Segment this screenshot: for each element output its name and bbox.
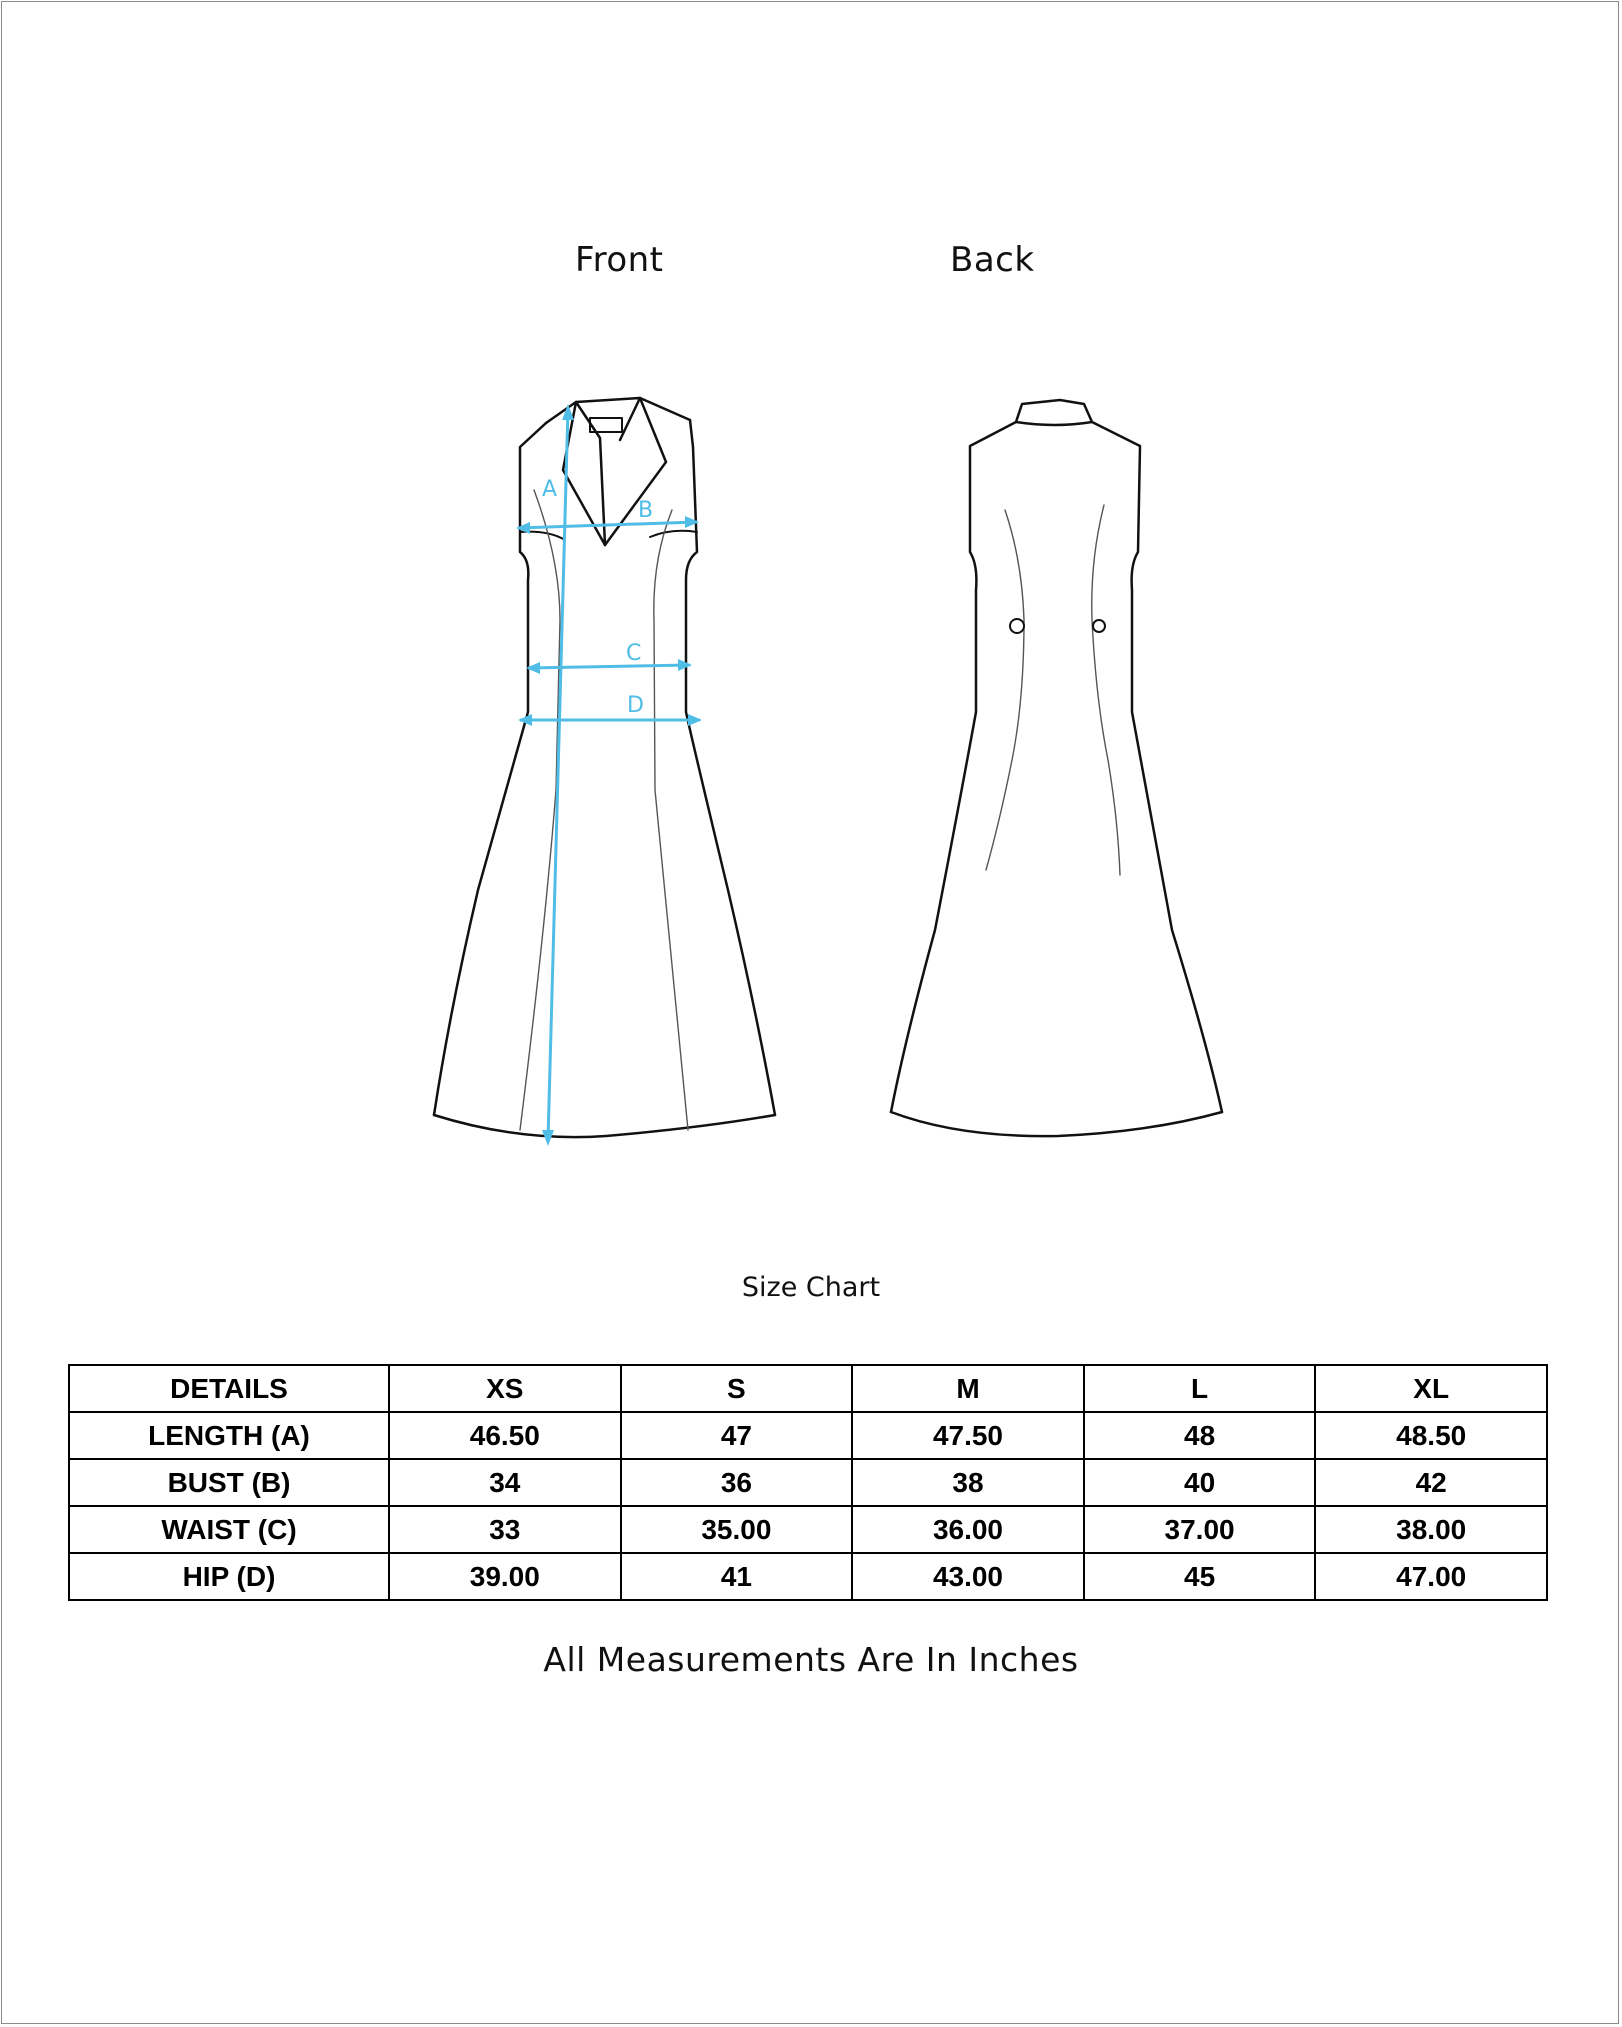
table-cell: 34 xyxy=(389,1459,621,1506)
table-header-cell: L xyxy=(1084,1365,1316,1412)
front-dress-sketch xyxy=(434,398,775,1137)
table-row xyxy=(69,1412,1547,1459)
table-cell: 37.00 xyxy=(1084,1506,1316,1553)
table-cell: 38.00 xyxy=(1315,1506,1547,1553)
table-cell: 33 xyxy=(389,1506,621,1553)
table-cell: HIP (D) xyxy=(69,1553,389,1600)
table-cell: 36 xyxy=(621,1459,853,1506)
table-cell: 47 xyxy=(621,1412,853,1459)
table-row xyxy=(69,1506,1547,1553)
measurement-unit-note: All Measurements Are In Inches xyxy=(543,1640,1079,1679)
table-cell: 35.00 xyxy=(621,1506,853,1553)
measurement-lines xyxy=(516,404,702,1146)
table-cell: 47.00 xyxy=(1315,1553,1547,1600)
table-cell: BUST (B) xyxy=(69,1459,389,1506)
table-cell: 41 xyxy=(621,1553,853,1600)
table-cell: 48 xyxy=(1084,1412,1316,1459)
back-dress-sketch xyxy=(891,400,1222,1136)
back-view-label: Back xyxy=(950,240,1035,280)
table-cell: 42 xyxy=(1315,1459,1547,1506)
front-view-label: Front xyxy=(575,240,664,280)
table-cell: 48.50 xyxy=(1315,1412,1547,1459)
size-chart-title: Size Chart xyxy=(741,1272,881,1303)
table-header-cell: M xyxy=(852,1365,1084,1412)
measure-letter-c: C xyxy=(626,641,642,666)
table-cell: 45 xyxy=(1084,1553,1316,1600)
measure-letter-a: A xyxy=(542,477,558,502)
table-header-cell: XS xyxy=(389,1365,621,1412)
table-header-cell: XL xyxy=(1315,1365,1547,1412)
table-cell: WAIST (C) xyxy=(69,1506,389,1553)
table-row xyxy=(69,1459,1547,1506)
size-chart-table xyxy=(68,1364,1548,1601)
table-cell: LENGTH (A) xyxy=(69,1412,389,1459)
measure-letter-b: B xyxy=(638,498,654,523)
measure-letter-d: D xyxy=(627,693,644,718)
table-cell: 43.00 xyxy=(852,1553,1084,1600)
table-row xyxy=(69,1553,1547,1600)
table-cell: 38 xyxy=(852,1459,1084,1506)
table-cell: 36.00 xyxy=(852,1506,1084,1553)
table-cell: 47.50 xyxy=(852,1412,1084,1459)
table-cell: 46.50 xyxy=(389,1412,621,1459)
table-header-cell: DETAILS xyxy=(69,1365,389,1412)
table-header-cell: S xyxy=(621,1365,853,1412)
table-cell: 40 xyxy=(1084,1459,1316,1506)
table-cell: 39.00 xyxy=(389,1553,621,1600)
table-header-row xyxy=(69,1365,1547,1412)
